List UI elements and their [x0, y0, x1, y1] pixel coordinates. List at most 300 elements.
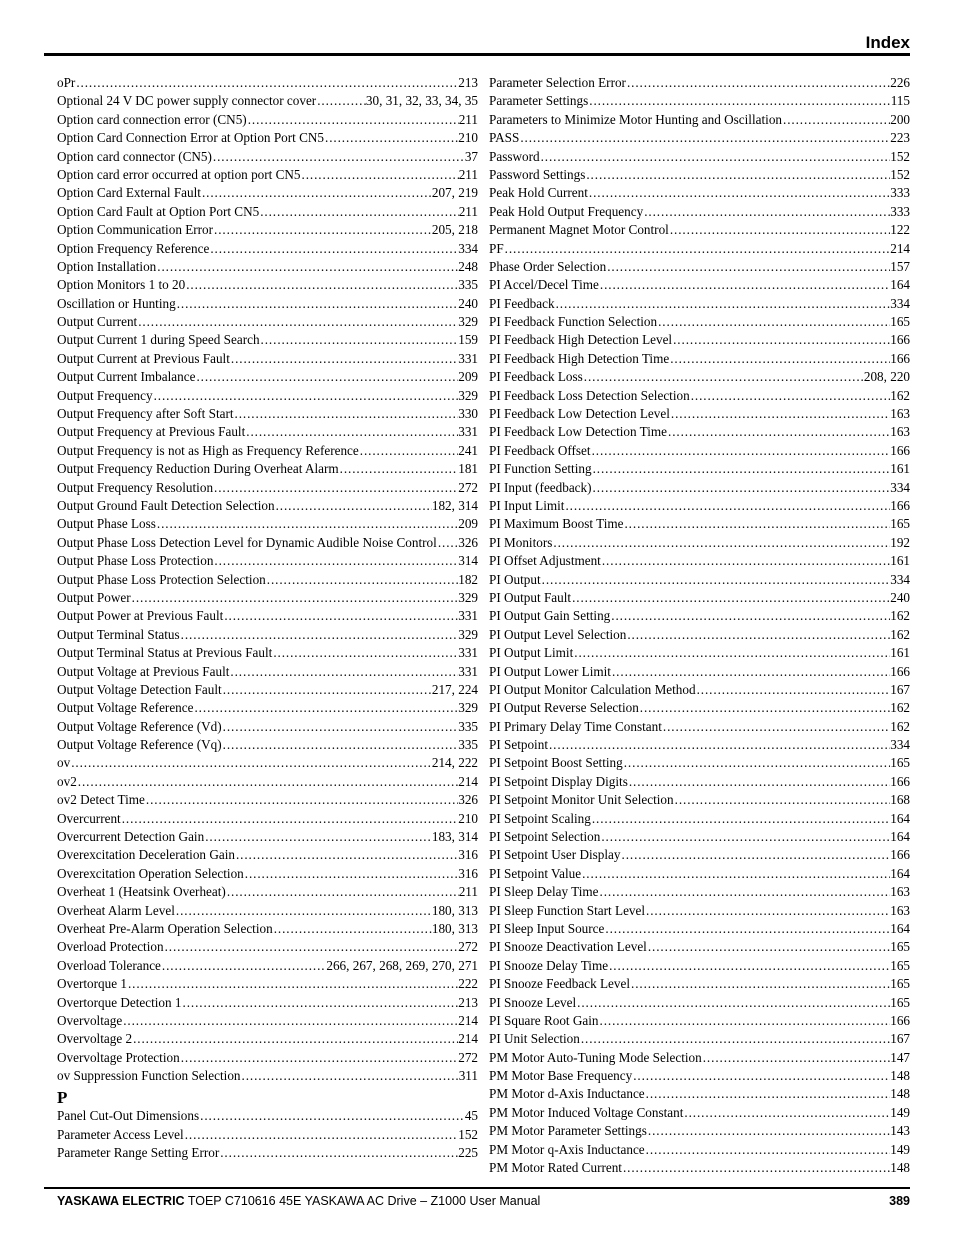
index-entry-term: Option Installation: [57, 258, 157, 274]
index-entry: [489, 111, 910, 129]
index-entry: [57, 460, 478, 478]
dot-leader: [541, 571, 891, 589]
index-entry-pages: 205, 218: [431, 222, 478, 238]
index-entry-term: Option Frequency Reference: [57, 240, 210, 256]
index-entry-term: PI Monitors: [489, 534, 553, 550]
index-entry-term: Peak Hold Current: [489, 185, 588, 201]
dot-leader: [555, 295, 891, 313]
index-entry-term: Output Frequency Resolution: [57, 479, 214, 495]
index-entry-term: PI Output: [489, 571, 541, 587]
dot-leader: [588, 92, 890, 110]
dot-leader: [585, 166, 890, 184]
index-entry-term: Overheat Alarm Level: [57, 902, 175, 918]
index-entry-pages: 45: [464, 1108, 478, 1124]
index-entry-term: ov2: [57, 773, 77, 789]
index-entry: [489, 258, 910, 276]
index-entry-term: Password Settings: [489, 166, 586, 182]
index-entry-pages: 164: [890, 810, 910, 826]
index-entry-term: PI Output Lower Limit: [489, 663, 611, 679]
index-entry-term: Option Monitors 1 to 20: [57, 277, 186, 293]
index-entry-pages: 164: [890, 920, 910, 936]
dot-leader: [156, 515, 458, 533]
dot-leader: [591, 810, 890, 828]
dot-leader: [604, 920, 890, 938]
index-entry-term: PI Feedback High Detection Level: [489, 332, 673, 348]
index-entry-pages: 143: [890, 1123, 910, 1139]
index-entry-pages: 166: [890, 1012, 910, 1028]
dot-leader: [580, 1030, 890, 1048]
index-entry-pages: 248: [458, 258, 478, 274]
index-entry-pages: 159: [458, 332, 478, 348]
index-entry-pages: 223: [890, 130, 910, 146]
index-entry-pages: 163: [890, 884, 910, 900]
index-entry-term: Overvoltage 2: [57, 1031, 133, 1047]
dot-leader: [213, 221, 432, 239]
index-entry-pages: 167: [890, 681, 910, 697]
index-entry-pages: 334: [890, 737, 910, 753]
index-entry: [57, 1144, 478, 1162]
index-entry-pages: 161: [890, 645, 910, 661]
dot-leader: [588, 184, 890, 202]
index-entry-pages: 180, 313: [431, 902, 478, 918]
index-entry: [57, 589, 478, 607]
index-entry: [489, 699, 910, 717]
dot-leader: [275, 497, 432, 515]
index-entry-pages: 334: [458, 240, 478, 256]
index-entry-term: PI Setpoint Scaling: [489, 810, 591, 826]
index-entry: [489, 828, 910, 846]
index-entry-term: Permanent Magnet Motor Control: [489, 222, 669, 238]
index-entry-pages: 333: [890, 203, 910, 219]
index-entry: [489, 92, 910, 110]
index-entry-pages: 311: [458, 1068, 478, 1084]
index-entry-pages: 152: [458, 1126, 478, 1142]
index-entry-term: Phase Order Selection: [489, 258, 607, 274]
index-entry-pages: 165: [890, 516, 910, 532]
index-entry: [57, 607, 478, 625]
index-entry-term: PI Feedback Low Detection Level: [489, 406, 670, 422]
index-entry: [57, 1107, 478, 1125]
index-entry: [489, 718, 910, 736]
dot-leader: [156, 258, 458, 276]
dot-leader: [229, 663, 458, 681]
index-entry-term: Output Current Imbalance: [57, 369, 196, 385]
index-entry-pages: 148: [890, 1160, 910, 1176]
index-entry-pages: 335: [458, 737, 478, 753]
index-entry-term: PI Snooze Level: [489, 994, 577, 1010]
dot-leader: [662, 718, 890, 736]
index-entry: [489, 166, 910, 184]
index-entry-list: [57, 1107, 478, 1162]
index-entry-term: Output Phase Loss: [57, 516, 156, 532]
index-entry: [489, 442, 910, 460]
index-entry-term: PM Motor Auto-Tuning Mode Selection: [489, 1049, 702, 1065]
index-entry-term: PI Output Level Selection: [489, 626, 627, 642]
section-heading-p: P: [57, 1088, 68, 1108]
index-entry: [57, 681, 478, 699]
index-entry-pages: 209: [458, 369, 478, 385]
dot-leader: [667, 423, 890, 441]
index-entry-pages: 326: [458, 534, 478, 550]
index-entry: [489, 368, 910, 386]
index-entry-term: PI Accel/Decel Time: [489, 277, 599, 293]
index-entry: [57, 938, 478, 956]
index-entry: [489, 497, 910, 515]
index-entry-pages: 166: [890, 350, 910, 366]
index-entry-pages: 147: [890, 1049, 910, 1065]
index-entry-term: Option Communication Error: [57, 222, 214, 238]
index-entry: [489, 240, 910, 258]
index-entry-pages: 211: [458, 203, 478, 219]
index-entry: [57, 957, 478, 975]
dot-leader: [301, 166, 459, 184]
index-entry-pages: 331: [458, 608, 478, 624]
dot-leader: [201, 184, 432, 202]
dot-leader: [571, 589, 890, 607]
index-entry: [57, 1067, 478, 1085]
index-entry-term: Option card error occurred at option port CN5: [57, 166, 301, 182]
index-entry-pages: 163: [890, 902, 910, 918]
index-entry-pages: 272: [458, 939, 478, 955]
index-entry-term: Panel Cut-Out Dimensions: [57, 1108, 200, 1124]
index-entry-term: Output Voltage Detection Fault: [57, 681, 222, 697]
index-entry: [489, 810, 910, 828]
index-entry-term: Overvoltage Protection: [57, 1049, 180, 1065]
dot-leader: [213, 479, 458, 497]
dot-leader: [599, 883, 891, 901]
index-entry-term: PI Setpoint Boost Setting: [489, 755, 623, 771]
dot-leader: [70, 754, 432, 772]
index-entry-pages: 316: [458, 865, 478, 881]
dot-leader: [222, 681, 432, 699]
index-entry: [57, 1126, 478, 1144]
index-entry: [57, 791, 478, 809]
dot-leader: [540, 148, 891, 166]
index-entry-pages: 166: [890, 773, 910, 789]
index-entry-pages: 333: [890, 185, 910, 201]
index-entry-term: PI Setpoint Value: [489, 865, 582, 881]
index-entry: [489, 846, 910, 864]
dot-leader: [599, 276, 890, 294]
index-entry-pages: 240: [890, 589, 910, 605]
index-entry-pages: 207, 219: [431, 185, 478, 201]
index-entry-term: PI Primary Delay Time Constant: [489, 718, 662, 734]
index-entry-term: PM Motor Induced Voltage Constant: [489, 1104, 684, 1120]
index-entry-term: Overheat Pre-Alarm Operation Selection: [57, 920, 273, 936]
index-entry-pages: 330: [458, 406, 478, 422]
dot-leader: [628, 773, 890, 791]
dot-leader: [519, 129, 890, 147]
index-entry: [57, 1049, 478, 1067]
index-entry: [57, 368, 478, 386]
dot-leader: [601, 552, 890, 570]
index-entry-pages: 217, 224: [431, 681, 478, 697]
index-entry: [57, 571, 478, 589]
index-entry: [489, 1067, 910, 1085]
dot-leader: [647, 938, 890, 956]
index-entry: [57, 74, 478, 92]
index-entry: [57, 387, 478, 405]
index-entry-pages: 167: [890, 1031, 910, 1047]
index-entry-pages: 162: [890, 626, 910, 642]
index-entry: [57, 626, 478, 644]
index-entry: [489, 405, 910, 423]
dot-leader: [591, 442, 891, 460]
dot-leader: [259, 203, 458, 221]
index-entry-term: Peak Hold Output Frequency: [489, 203, 644, 219]
index-entry: [57, 883, 478, 901]
page-title: Index: [865, 33, 910, 52]
index-entry: [57, 479, 478, 497]
dot-leader: [622, 1159, 890, 1177]
index-entry: [57, 240, 478, 258]
dot-leader: [122, 1012, 458, 1030]
index-entry-pages: 163: [890, 406, 910, 422]
index-entry: [489, 754, 910, 772]
dot-leader: [581, 865, 890, 883]
index-entry-pages: 164: [890, 277, 910, 293]
index-entry-pages: 162: [890, 608, 910, 624]
index-entry: [489, 1104, 910, 1122]
index-entry-term: Overvoltage: [57, 1012, 123, 1028]
index-entry-pages: 266, 267, 268, 269, 270, 271: [326, 957, 478, 973]
index-entry: [489, 331, 910, 349]
dot-leader: [226, 883, 459, 901]
dot-leader: [608, 957, 890, 975]
index-entry-term: PI Output Monitor Calculation Method: [489, 681, 696, 697]
index-entry-term: PI Output Gain Setting: [489, 608, 611, 624]
dot-leader: [77, 773, 458, 791]
index-entry-term: PI Sleep Delay Time: [489, 884, 599, 900]
index-entry-term: oPr: [57, 75, 76, 90]
dot-leader: [504, 240, 891, 258]
index-entry-term: Output Voltage at Previous Fault: [57, 663, 230, 679]
index-entry: [57, 975, 478, 993]
dot-leader: [161, 957, 326, 975]
index-entry-pages: 200: [890, 111, 910, 127]
index-entry-term: Overtorque Detection 1: [57, 994, 182, 1010]
index-entry: [489, 994, 910, 1012]
index-entry: [57, 111, 478, 129]
dot-leader: [672, 331, 890, 349]
dot-leader: [690, 387, 891, 405]
index-entry-pages: 168: [890, 792, 910, 808]
index-entry-term: PI Maximum Boost Time: [489, 516, 624, 532]
index-entry: [489, 423, 910, 441]
index-entry-pages: 329: [458, 700, 478, 716]
dot-leader: [131, 589, 459, 607]
index-entry-pages: 331: [458, 424, 478, 440]
dot-leader: [696, 681, 891, 699]
dot-leader: [359, 442, 458, 460]
dot-leader: [702, 1049, 890, 1067]
index-entry-term: PI Feedback Loss: [489, 369, 583, 385]
index-entry: [489, 1141, 910, 1159]
index-entry-term: Overtorque 1: [57, 976, 127, 992]
index-entry: [57, 902, 478, 920]
index-entry: [489, 295, 910, 313]
index-entry-term: Output Frequency at Previous Fault: [57, 424, 246, 440]
dot-leader: [213, 552, 458, 570]
index-entry-term: PM Motor d-Axis Inductance: [489, 1086, 645, 1102]
index-entry-pages: 331: [458, 645, 478, 661]
dot-leader: [266, 571, 458, 589]
index-entry-pages: 161: [890, 553, 910, 569]
index-entry-pages: 214: [458, 773, 478, 789]
index-entry-term: Output Voltage Reference (Vd): [57, 718, 222, 734]
dot-leader: [127, 975, 458, 993]
dot-leader: [599, 1012, 891, 1030]
footer-brand: YASKAWA ELECTRIC: [57, 1194, 185, 1208]
index-entry-pages: 165: [890, 755, 910, 771]
dot-leader: [669, 221, 890, 239]
index-entry-term: ov2 Detect Time: [57, 792, 145, 808]
index-entry-pages: 148: [890, 1086, 910, 1102]
dot-leader: [230, 350, 458, 368]
dot-leader: [583, 368, 864, 386]
dot-leader: [153, 387, 459, 405]
index-entry: [57, 129, 478, 147]
index-entry-pages: 214: [458, 1012, 478, 1028]
index-entry-term: PI Function Setting: [489, 461, 592, 477]
index-entry-pages: 165: [890, 957, 910, 973]
index-entry-term: PI Setpoint User Display: [489, 847, 621, 863]
dot-leader: [639, 699, 890, 717]
index-entry-pages: 335: [458, 277, 478, 293]
index-entry-term: ov Suppression Function Selection: [57, 1068, 241, 1084]
index-entry-term: Parameter Access Level: [57, 1126, 184, 1142]
index-entry: [57, 497, 478, 515]
dot-leader: [245, 423, 458, 441]
dot-leader: [180, 1049, 459, 1067]
index-entry: [489, 221, 910, 239]
index-entry-term: Parameters to Minimize Motor Hunting and Oscillation: [489, 111, 783, 127]
index-entry-term: Output Voltage Reference (Vq): [57, 737, 222, 753]
index-entry-term: Output Terminal Status: [57, 626, 180, 642]
index-entry-term: PI Feedback High Detection Time: [489, 350, 670, 366]
index-entry-list: [489, 74, 910, 1177]
index-entry: [489, 515, 910, 533]
index-entry: [57, 994, 478, 1012]
index-entry-pages: 164: [890, 829, 910, 845]
index-entry-term: Output Power: [57, 589, 131, 605]
index-entry-pages: 222: [458, 976, 478, 992]
dot-leader: [669, 350, 890, 368]
dot-leader: [272, 644, 458, 662]
index-entry-term: Option Card Connection Error at Option Port CN5: [57, 130, 325, 146]
dot-leader: [670, 405, 890, 423]
index-entry-term: Output Phase Loss Protection Selection: [57, 571, 266, 587]
index-entry: [57, 331, 478, 349]
index-entry-term: Output Ground Fault Detection Selection: [57, 497, 275, 513]
index-entry-term: PI Offset Adjustment: [489, 553, 601, 569]
index-entry-term: Output Terminal Status at Previous Fault: [57, 645, 273, 661]
index-entry-term: Optional 24 V DC power supply connector cover: [57, 93, 317, 109]
index-entry-pages: 211: [458, 166, 478, 182]
index-entry-term: PI Setpoint Selection: [489, 829, 601, 845]
index-entry: [57, 221, 478, 239]
index-entry: [489, 74, 910, 92]
index-entry-term: Output Power at Previous Fault: [57, 608, 224, 624]
dot-leader: [600, 828, 890, 846]
index-entry-pages: 210: [458, 810, 478, 826]
index-entry-term: Overload Tolerance: [57, 957, 161, 973]
index-entry-term: Output Frequency: [57, 387, 153, 403]
index-entry-term: PM Motor q-Axis Inductance: [489, 1141, 645, 1157]
index-entry-pages: 182, 314: [431, 497, 478, 513]
index-entry-term: Option card connector (CN5): [57, 148, 212, 164]
index-entry-pages: 183, 314: [431, 829, 478, 845]
index-entry-pages: 166: [890, 442, 910, 458]
dot-leader: [175, 902, 432, 920]
index-entry-pages: 272: [458, 1049, 478, 1065]
dot-leader: [645, 902, 890, 920]
index-entry-term: PI Square Root Gain: [489, 1012, 599, 1028]
index-entry-list: [57, 74, 478, 1085]
index-entry-term: PM Motor Rated Current: [489, 1160, 622, 1176]
dot-leader: [611, 663, 890, 681]
index-entry: [489, 313, 910, 331]
index-entry-pages: 314: [458, 553, 478, 569]
index-entry: [489, 148, 910, 166]
dot-leader: [180, 626, 459, 644]
index-entry: [489, 276, 910, 294]
index-entry-pages: 272: [458, 479, 478, 495]
index-entry-pages: 166: [890, 497, 910, 513]
index-entry-term: ov: [57, 755, 71, 771]
index-entry-pages: 182: [458, 571, 478, 587]
index-entry-pages: 37: [464, 148, 478, 164]
index-entry: [489, 552, 910, 570]
index-entry-pages: 211: [458, 884, 478, 900]
index-entry-term: Password: [489, 148, 540, 164]
index-entry: [57, 663, 478, 681]
index-entry: [489, 1122, 910, 1140]
index-entry-term: Output Current 1 during Speed Search: [57, 332, 260, 348]
dot-leader: [623, 754, 890, 772]
index-entry: [489, 773, 910, 791]
index-entry-pages: 329: [458, 387, 478, 403]
dot-leader: [247, 111, 459, 129]
index-entry-term: Parameter Settings: [489, 93, 589, 109]
index-entry-pages: 209: [458, 516, 478, 532]
dot-leader: [564, 497, 890, 515]
dot-leader: [209, 240, 458, 258]
index-entry: [489, 626, 910, 644]
index-entry: [57, 699, 478, 717]
dot-leader: [195, 368, 458, 386]
index-entry-term: Option Card External Fault: [57, 185, 201, 201]
dot-leader: [647, 1122, 890, 1140]
index-entry-term: Overload Protection: [57, 939, 164, 955]
index-entry-pages: 226: [890, 75, 910, 90]
index-entry-term: PI Output Limit: [489, 645, 574, 661]
index-entry: [489, 1049, 910, 1067]
footer-page-number: 389: [889, 1194, 910, 1208]
index-entry-term: PI Feedback Function Selection: [489, 314, 658, 330]
index-entry-term: PI Unit Selection: [489, 1031, 580, 1047]
index-entry-pages: 162: [890, 700, 910, 716]
index-entry-term: PI Setpoint: [489, 737, 548, 753]
dot-leader: [121, 810, 459, 828]
dot-leader: [626, 74, 890, 92]
dot-leader: [222, 736, 459, 754]
index-entry: [489, 938, 910, 956]
dot-leader: [244, 865, 458, 883]
index-entry-term: Output Phase Loss Detection Level for Dynamic Audible Noise Control: [57, 534, 437, 550]
index-entry: [489, 1030, 910, 1048]
index-entry-term: Option Card Fault at Option Port CN5: [57, 203, 260, 219]
